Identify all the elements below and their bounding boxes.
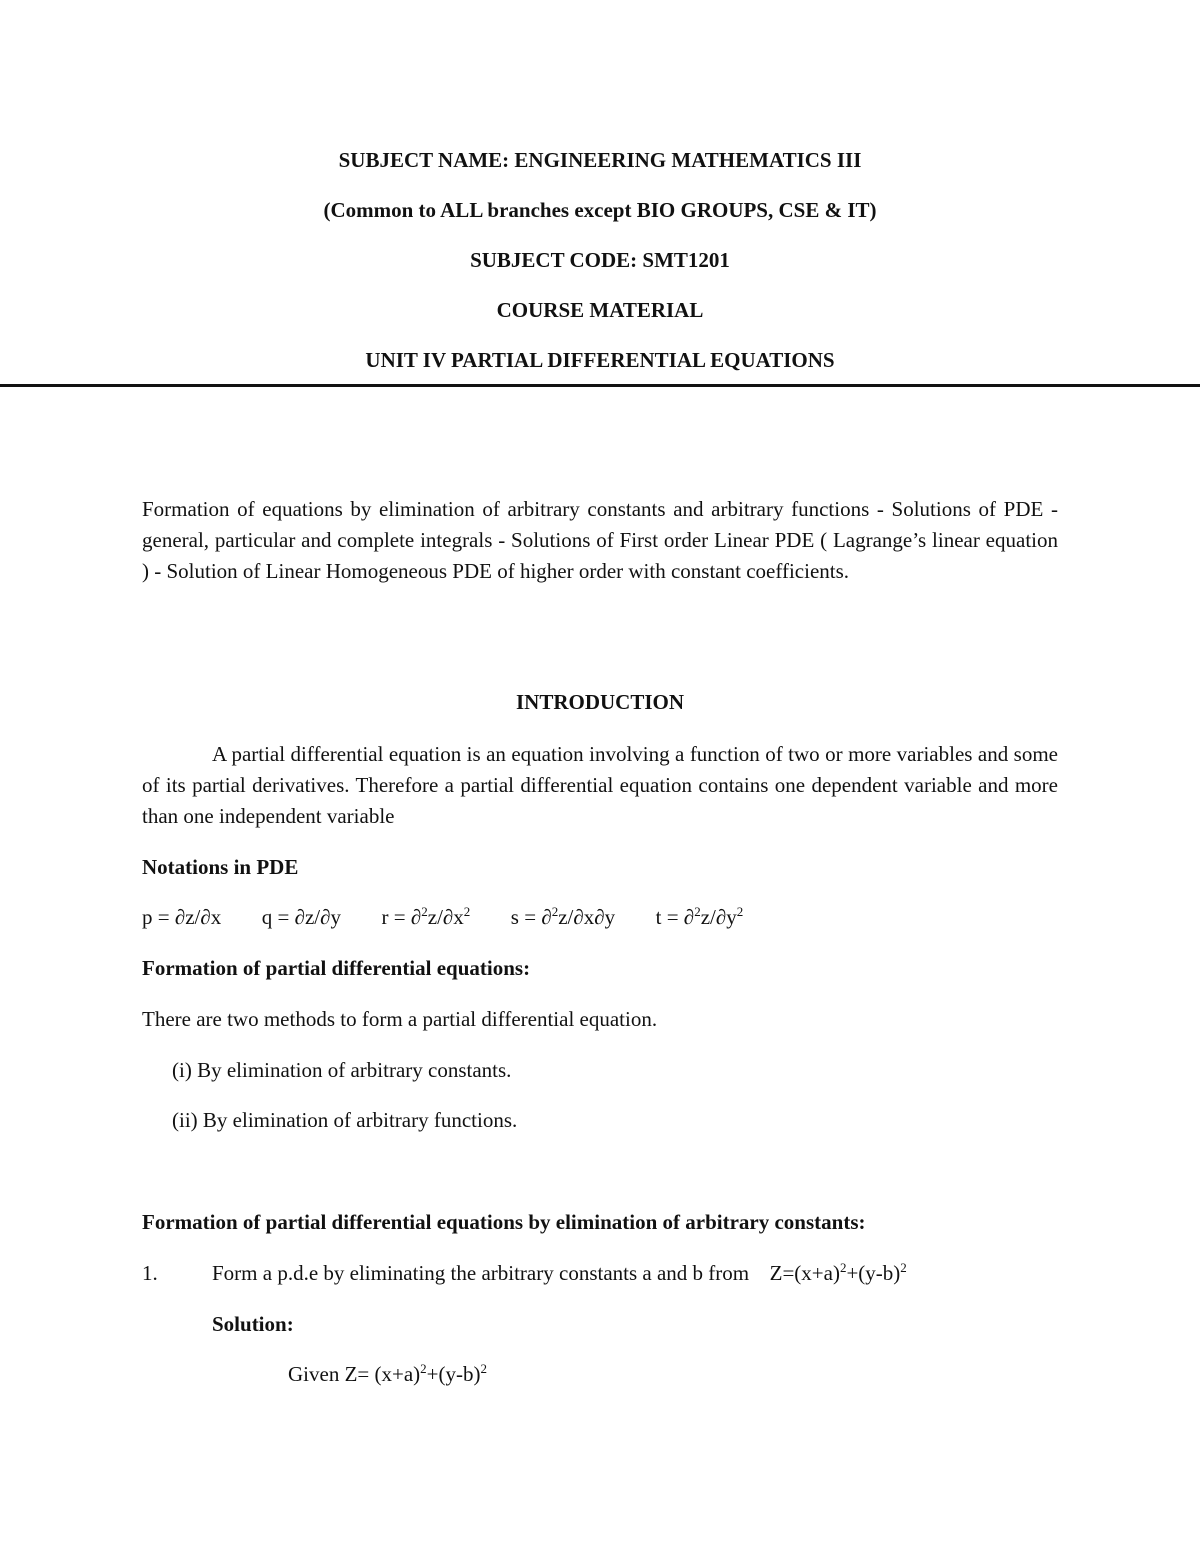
syllabus-paragraph: Formation of equations by elimination of arbitrary constants and arbitrary functions - Solutions of PDE - general, particular and complete integrals - Solutions of First order Linear PDE ( Lagrange’s linear equation ) - Solution of Linear Homogeneous PDE of higher order with constant coefficients. bbox=[142, 497, 1058, 583]
notations-title: Notations in PDE bbox=[142, 855, 299, 879]
notation-list bbox=[142, 902, 743, 932]
introduction-title: INTRODUCTION bbox=[515, 690, 685, 714]
notation-s: s = ∂$^2$z/∂x∂y bbox=[510, 904, 616, 929]
formation-title: Formation of partial differential equations: bbox=[142, 956, 531, 980]
course-material-title: COURSE MATERIAL bbox=[496, 298, 704, 322]
header-divider bbox=[0, 384, 1200, 387]
method-text: By elimination of arbitrary constants. bbox=[197, 1058, 512, 1082]
problem-number: 1. bbox=[142, 1261, 158, 1285]
notation-t: $t = \partial^2z/\partial y^2$ bbox=[655, 904, 744, 929]
problem-statement bbox=[212, 1258, 907, 1288]
constants-section-title: Formation of partial differential equations by elimination of arbitrary constants: bbox=[142, 1210, 866, 1234]
problem-equation: $Z=(x+a)^2+(y-b)^2$ bbox=[769, 1260, 907, 1285]
problem-text: Form a p.d.e by eliminating the arbitrary constants a and b from bbox=[212, 1261, 750, 1285]
solution-label: Solution: bbox=[212, 1312, 294, 1336]
notation-p: p = ∂z/∂x bbox=[142, 905, 222, 929]
notation-q: q = ∂z/∂y bbox=[261, 905, 342, 929]
method-number: (i) bbox=[172, 1058, 192, 1082]
document-header bbox=[0, 135, 1200, 385]
subject-code: SUBJECT CODE: SMT1201 bbox=[470, 248, 730, 272]
given-equation: Given $Z= (x+a)^2+(y-b)^2$ bbox=[288, 1361, 487, 1386]
method-number: (ii) bbox=[172, 1108, 198, 1132]
introduction-paragraph: A partial differential equation is an equation involving a function of two or more variables and some of its partial derivatives. Therefore a partial differential equation contains one dependent variable and more than one independent variable bbox=[142, 742, 1058, 828]
notation-r: $r = \partial^2z/\partial x^2$ bbox=[381, 904, 471, 929]
method-item bbox=[172, 1105, 517, 1135]
subject-name: SUBJECT NAME: ENGINEERING MATHEMATICS III bbox=[338, 148, 862, 172]
common-to-line: (Common to ALL branches except BIO GROUPS, CSE & IT) bbox=[323, 198, 877, 222]
method-text: By elimination of arbitrary functions. bbox=[202, 1108, 518, 1132]
method-item bbox=[172, 1055, 511, 1085]
formation-intro: There are two methods to form a partial differential equation. bbox=[142, 1007, 658, 1031]
unit-title: UNIT IV PARTIAL DIFFERENTIAL EQUATIONS bbox=[365, 348, 835, 372]
